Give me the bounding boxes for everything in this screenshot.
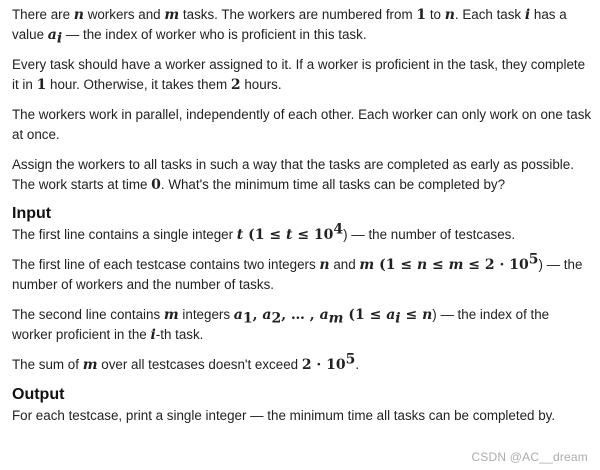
- intro-paragraph-4: Assign the workers to all tasks in such a way that the tasks are completed as early as possible. The work starts at time 0. What's the minimum time all tasks can be completed by?: [12, 157, 574, 193]
- csdn-watermark: CSDN @AC__dream: [471, 450, 588, 464]
- intro-paragraph-3: The workers work in parallel, independently of each other. Each worker can only work on one task at once.: [12, 107, 592, 142]
- input-line-3: The second line contains m integers $a_1$, $a_2$, … , $a_m$ $(1 \le a_i \le n)$ — the index of the worker proficient in the i-th task.: [12, 307, 550, 343]
- output-heading: Output: [12, 386, 65, 403]
- input-line-4: The sum of m over all testcases doesn't exceed $2 \cdot 10^5$.: [12, 351, 360, 373]
- input-line-2: The first line of each testcase contains two integers n and m $(1 \le n \le m \le 2 \cdot 10^5)$ — the number of workers and the number of tasks.: [12, 251, 583, 292]
- intro-paragraph-1: There are n workers and m tasks. The workers are numbered from 1 to n. Each task i has a value $a_i$ — the index of worker who is proficient in this task.: [12, 7, 567, 47]
- intro-paragraph-2: Every task should have a worker assigned to it. If a worker is proficient in the task, they complete it in 1 hour. Otherwise, it takes them 2 hours.: [12, 57, 586, 93]
- output-line-1: For each testcase, print a single integer — the minimum time all tasks can be completed by.: [12, 408, 556, 423]
- input-line-1: The first line contains a single integer t $(1 \le t \le 10^4)$ — the number of testcases.: [12, 221, 516, 243]
- input-heading: Input: [12, 205, 52, 222]
